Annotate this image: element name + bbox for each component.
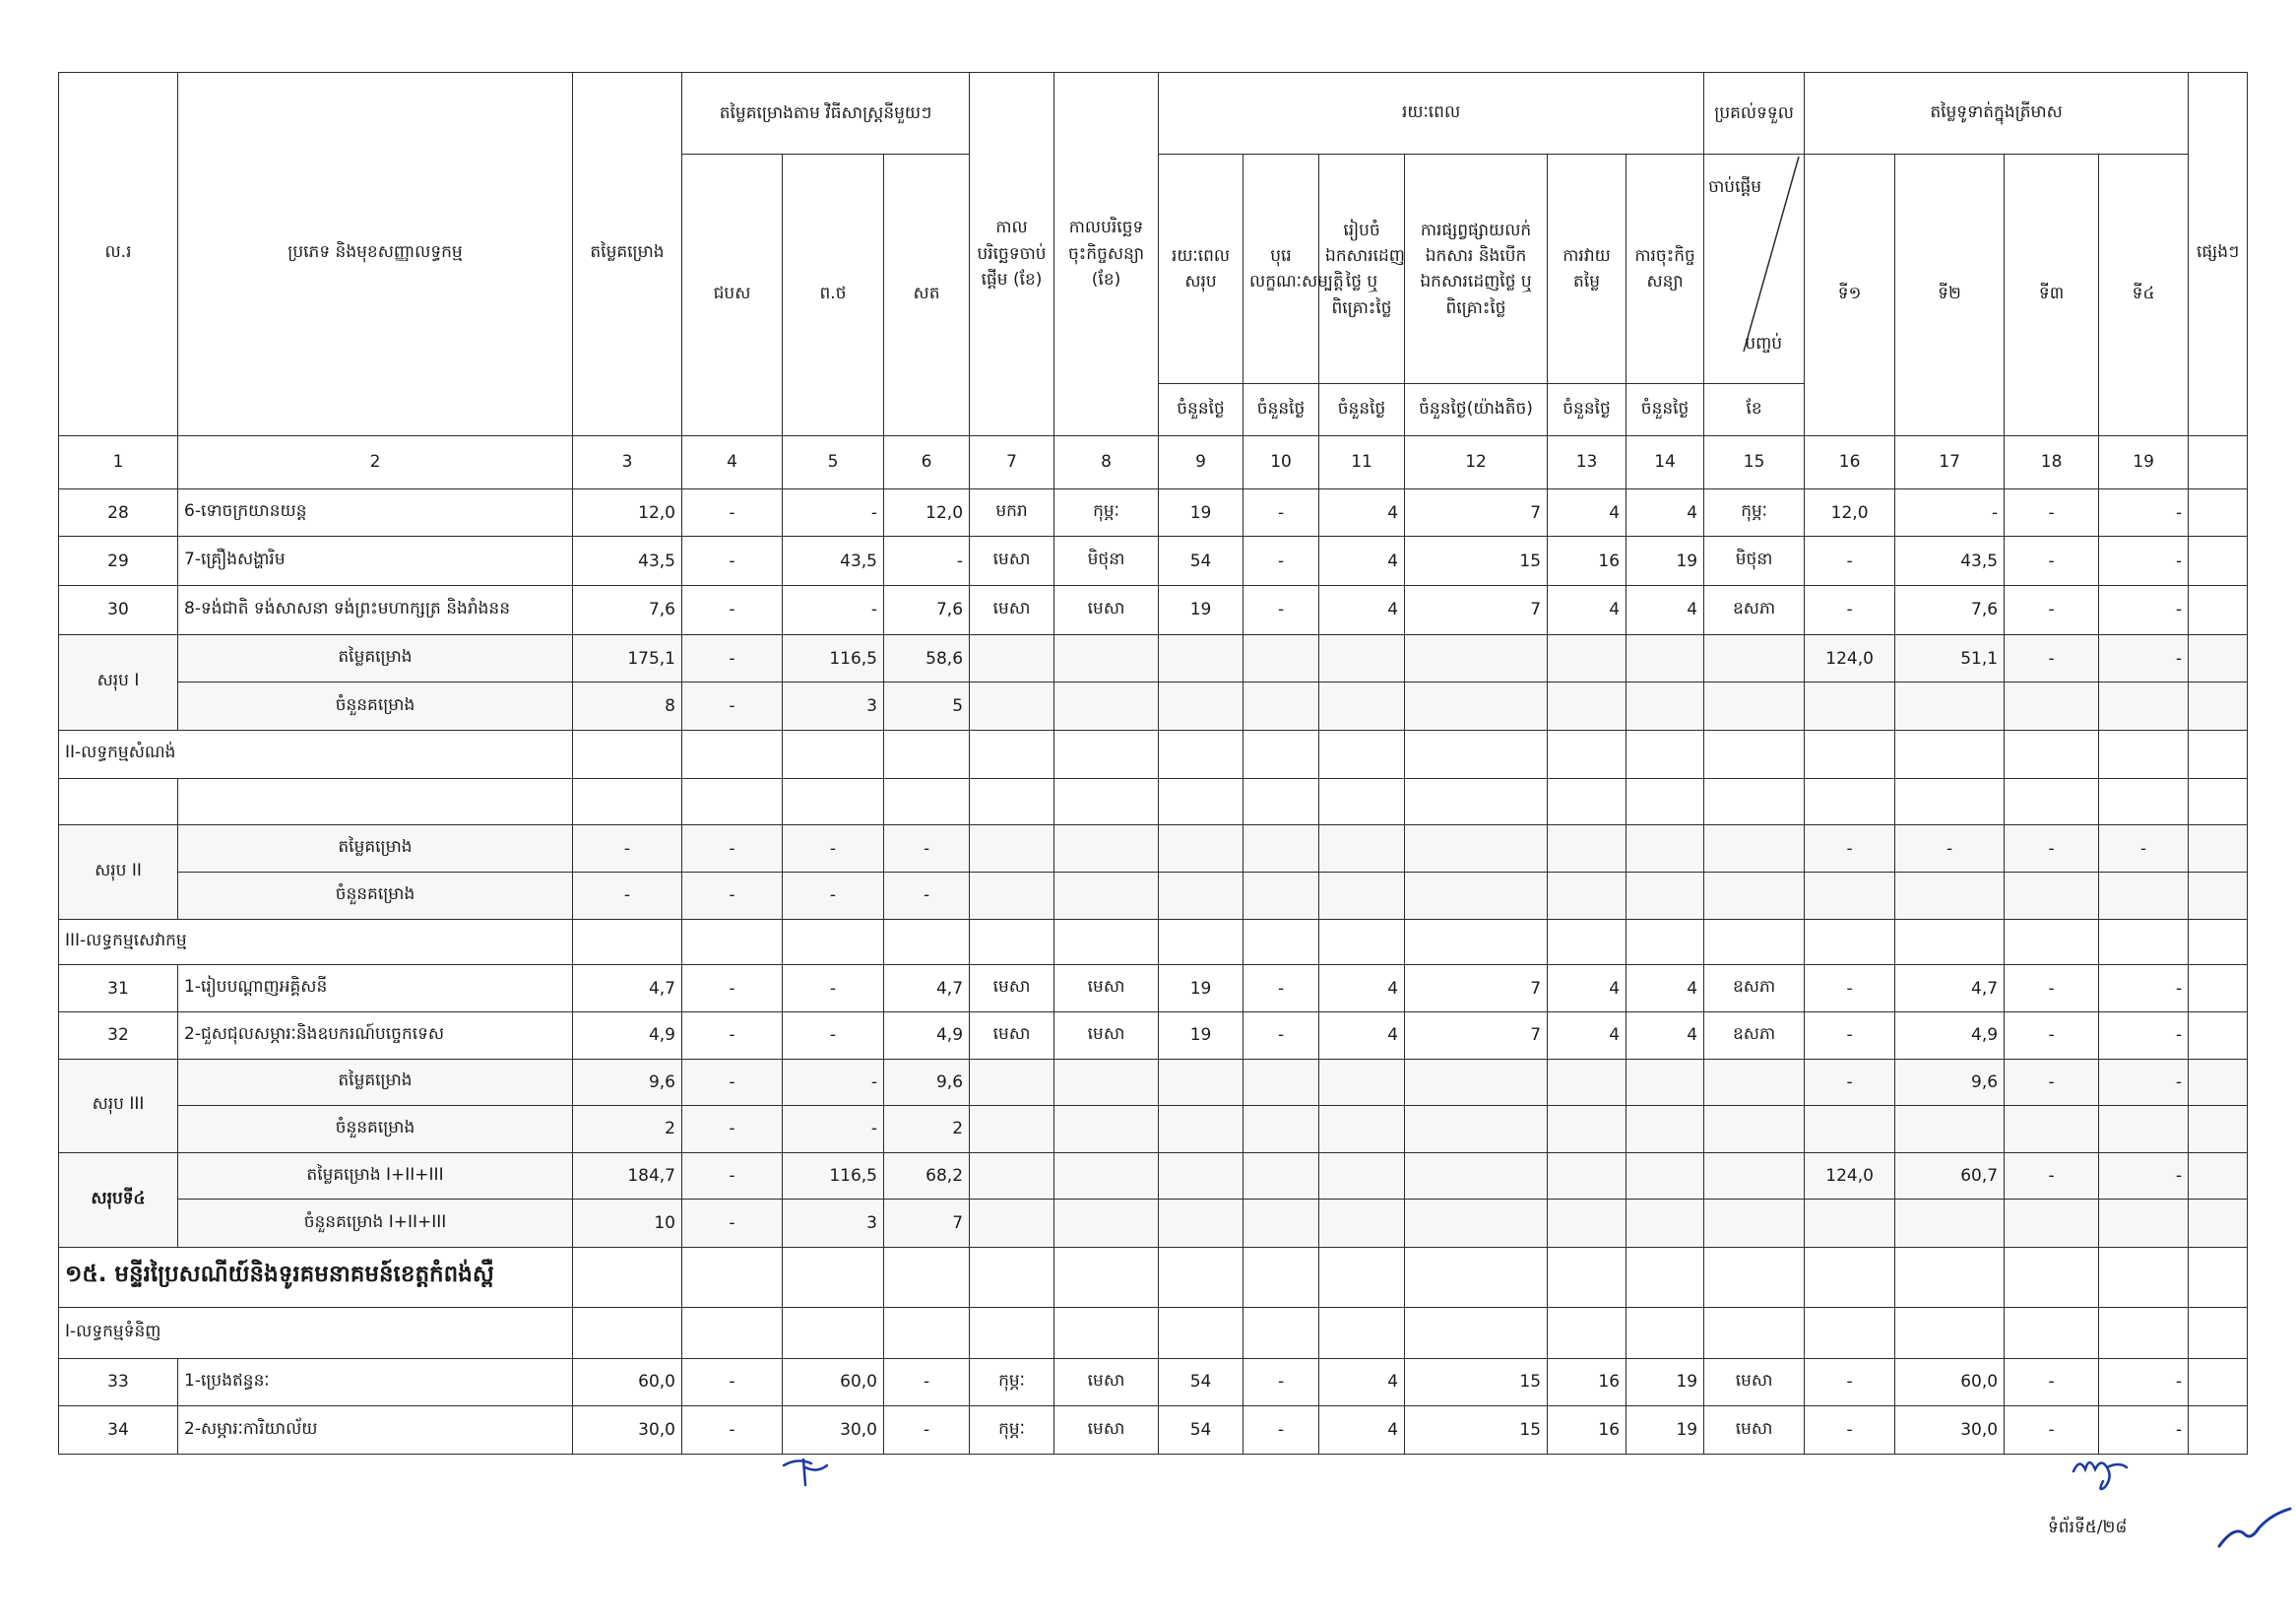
cell: -: [682, 682, 783, 731]
cell: 7: [884, 1200, 970, 1248]
col-num: 11: [1319, 435, 1405, 488]
cell: -: [682, 1406, 783, 1455]
cell: 4: [1548, 965, 1626, 1012]
project-count-label: ចំនួនគម្រោង: [178, 1106, 573, 1153]
col-num: 19: [2099, 435, 2189, 488]
cell: -: [1244, 1358, 1319, 1406]
header-src-1: ជបស: [682, 155, 783, 436]
col-num-empty: [2189, 435, 2248, 488]
total-label: សរុប II: [59, 825, 178, 919]
cell: -: [682, 1200, 783, 1248]
cell: 19: [1159, 586, 1244, 635]
header-duration: រយៈពេល: [1159, 73, 1704, 155]
cell: មេសា: [1704, 1406, 1805, 1455]
cell: 4,9: [573, 1011, 682, 1059]
header-delivery: ប្រគល់ទទួល: [1704, 73, 1805, 155]
cell: 5: [884, 682, 970, 731]
col-num: 16: [1805, 435, 1895, 488]
project-cost-label: តម្លៃគម្រោង: [178, 1059, 573, 1106]
header-prequal: បុរេលក្ខណៈសម្បត្តិ: [1244, 155, 1319, 384]
cell: -: [2005, 488, 2099, 537]
cell: -: [783, 1011, 884, 1059]
cell: -: [682, 965, 783, 1012]
cell: 15: [1405, 1406, 1548, 1455]
cell: មេសា: [1054, 965, 1159, 1012]
cell: -: [884, 1406, 970, 1455]
cell: 7,6: [573, 586, 682, 635]
cell: 30,0: [573, 1406, 682, 1455]
project-count-label: ចំនួនគម្រោង: [178, 872, 573, 919]
cell: -: [2005, 1406, 2099, 1455]
header-delivery-end: បញ្ចប់: [1745, 334, 1783, 355]
section-row: [59, 731, 2248, 779]
cell: -: [783, 488, 884, 537]
cell: -: [1895, 488, 2005, 537]
cell: -: [1805, 1059, 1895, 1106]
cell: 116,5: [783, 634, 884, 682]
cell: -: [573, 872, 682, 919]
cell: កុម្ភៈ: [970, 1358, 1054, 1406]
cell: 116,5: [783, 1152, 884, 1200]
cell: 51,1: [1895, 634, 2005, 682]
cost-all-label: តម្លៃគម្រោង I+II+III: [178, 1152, 573, 1200]
header-quarterly: តម្លៃទូទាត់ក្នុងត្រីមាស: [1805, 73, 2189, 155]
section-title: II-លទ្ធកម្មសំណង់: [59, 731, 573, 779]
cell: -: [1805, 1011, 1895, 1059]
header-q3: ទី៣: [2005, 155, 2099, 436]
subtotal-row: [59, 872, 2248, 919]
cell: 19: [1159, 488, 1244, 537]
cell: -: [2099, 965, 2189, 1012]
header-prep-docs: រៀបចំឯកសារដេញថ្លៃ ឬពិគ្រោះថ្លៃ: [1319, 155, 1405, 384]
cell: -: [1244, 488, 1319, 537]
cell: 54: [1159, 1406, 1244, 1455]
cell: -: [2005, 634, 2099, 682]
cell: 60,0: [783, 1358, 884, 1406]
cell: មេសា: [1704, 1358, 1805, 1406]
subtotal-row: [59, 1106, 2248, 1153]
cell: 19: [1159, 1011, 1244, 1059]
cell: 7,6: [1895, 586, 2005, 635]
col-num: 7: [970, 435, 1054, 488]
cell: 12,0: [1805, 488, 1895, 537]
cell: 7: [1405, 1011, 1548, 1059]
cell: 30,0: [1895, 1406, 2005, 1455]
cell: -: [1895, 825, 2005, 873]
header-start-time: កាលបរិច្ឆេទចាប់ផ្តើម (ខែ): [970, 73, 1054, 436]
cell: -: [682, 825, 783, 873]
cell: -: [1805, 1358, 1895, 1406]
subtotal-row: [59, 825, 2248, 873]
cell: 4: [1319, 586, 1405, 635]
table-row: [59, 488, 2248, 537]
cell: មេសា: [1054, 586, 1159, 635]
cell: -: [783, 872, 884, 919]
table-row: [59, 537, 2248, 586]
project-cost-label: តម្លៃគម្រោង: [178, 634, 573, 682]
column-number-row: [59, 435, 2248, 488]
cell: 4: [1319, 1011, 1405, 1059]
cell: 4,7: [1895, 965, 2005, 1012]
cell: 4: [1548, 488, 1626, 537]
header-q2: ទី២: [1895, 155, 2005, 436]
cell: 175,1: [573, 634, 682, 682]
col-num: 18: [2005, 435, 2099, 488]
cell: -: [2099, 825, 2189, 873]
cell: -: [783, 1106, 884, 1153]
cell: -: [682, 1106, 783, 1153]
cell: មេសា: [970, 586, 1054, 635]
row-number: 34: [59, 1406, 178, 1455]
cell: -: [682, 1011, 783, 1059]
cell: -: [2099, 1059, 2189, 1106]
cell: 4: [1626, 586, 1704, 635]
subtotal-row: [59, 634, 2248, 682]
page-number: ទំព័រទី៥/២៨: [2048, 1518, 2128, 1537]
cell: 16: [1548, 1406, 1626, 1455]
col-num: 15: [1704, 435, 1805, 488]
total-label: សរុប I: [59, 634, 178, 730]
cell: មេសា: [1054, 1358, 1159, 1406]
cell: កុម្ភៈ: [970, 1406, 1054, 1455]
cell: -: [1805, 537, 1895, 586]
cell: 4: [1626, 488, 1704, 537]
cell: 43,5: [573, 537, 682, 586]
cell: 9,6: [573, 1059, 682, 1106]
item-description: 2-ជួសជុលសម្ភារៈនិងឧបករណ៍បច្ចេកទេស: [178, 1011, 573, 1059]
unit-days: ចំនួនថ្ងៃ: [1319, 384, 1405, 436]
cell: មេសា: [970, 1011, 1054, 1059]
cell: -: [783, 825, 884, 873]
header-project-cost: តម្លៃគម្រោង: [573, 73, 682, 436]
subtotal-row: [59, 1059, 2248, 1106]
cell: -: [1244, 1406, 1319, 1455]
col-num: 9: [1159, 435, 1244, 488]
delivery-diagonal-cell: [1704, 155, 1804, 383]
cell: 19: [1159, 965, 1244, 1012]
col-num: 1: [59, 435, 178, 488]
header-src-2: ព.ថ: [783, 155, 884, 436]
cell: -: [2099, 1011, 2189, 1059]
header-cost-by-source: តម្លៃគម្រោងតាម វិធីសាស្រ្តនីមួយៗ: [682, 73, 970, 155]
cell: 54: [1159, 1358, 1244, 1406]
col-num: 5: [783, 435, 884, 488]
cell: 4,7: [573, 965, 682, 1012]
cell: 10: [573, 1200, 682, 1248]
cell: 7: [1405, 965, 1548, 1012]
cell: កុម្ភៈ: [1704, 488, 1805, 537]
cell: 19: [1626, 1406, 1704, 1455]
cell: -: [2099, 586, 2189, 635]
project-count-label: ចំនួនគម្រោង: [178, 682, 573, 731]
cell: មេសា: [1054, 1011, 1159, 1059]
cell: -: [783, 586, 884, 635]
cell: 4: [1319, 1406, 1405, 1455]
cell: 4: [1319, 965, 1405, 1012]
header-other: ផ្សេងៗ: [2189, 73, 2248, 436]
cell: 124,0: [1805, 634, 1895, 682]
section-row: [59, 919, 2248, 965]
row-number: 31: [59, 965, 178, 1012]
cell: 7: [1405, 586, 1548, 635]
cell: -: [2005, 965, 2099, 1012]
cell: 7: [1405, 488, 1548, 537]
cell: -: [682, 1152, 783, 1200]
row-number: 30: [59, 586, 178, 635]
header-evaluation: ការវាយតម្លៃ: [1548, 155, 1626, 384]
grand-total-row: [59, 1152, 2248, 1200]
unit-days: ចំនួនថ្ងៃ: [1159, 384, 1244, 436]
cell: 4,7: [884, 965, 970, 1012]
header-type-subject: ប្រភេទ និងមុខសញ្ញាលទ្ធកម្ម: [178, 73, 573, 436]
cell: -: [2099, 634, 2189, 682]
col-num: 12: [1405, 435, 1548, 488]
pen-mark: [2215, 1505, 2294, 1554]
cell: 30,0: [783, 1406, 884, 1455]
section-row: [59, 1307, 2248, 1358]
cell: -: [682, 488, 783, 537]
header-no: ល.រ: [59, 73, 178, 436]
col-num: 3: [573, 435, 682, 488]
col-num: 17: [1895, 435, 2005, 488]
empty-row: [59, 778, 2248, 825]
cell: 9,6: [1895, 1059, 2005, 1106]
unit-days: ចំនួនថ្ងៃ: [1244, 384, 1319, 436]
row-number: 28: [59, 488, 178, 537]
cell: 16: [1548, 537, 1626, 586]
cell: -: [682, 537, 783, 586]
cell: 4,9: [1895, 1011, 2005, 1059]
table-row: [59, 1011, 2248, 1059]
cell: 4: [1319, 537, 1405, 586]
cell: 8: [573, 682, 682, 731]
col-num: 13: [1548, 435, 1626, 488]
cell: 54: [1159, 537, 1244, 586]
cell: -: [2005, 825, 2099, 873]
cell: -: [2005, 1358, 2099, 1406]
cell: -: [783, 1059, 884, 1106]
initial-signature-right: [2068, 1448, 2137, 1497]
cell: 19: [1626, 1358, 1704, 1406]
header-contract-sign: ការចុះកិច្ចសន្យា: [1626, 155, 1704, 384]
col-num: 14: [1626, 435, 1704, 488]
cell: ឧសភា: [1704, 965, 1805, 1012]
cell: -: [2099, 1358, 2189, 1406]
cell: -: [682, 1358, 783, 1406]
cell: 124,0: [1805, 1152, 1895, 1200]
unit-days: ចំនួនថ្ងៃ: [1548, 384, 1626, 436]
item-description: 1-រៀបបណ្តាញអគ្គិសនី: [178, 965, 573, 1012]
cell: -: [682, 1059, 783, 1106]
cell: 60,7: [1895, 1152, 2005, 1200]
cell: 12,0: [884, 488, 970, 537]
cell: 4: [1548, 586, 1626, 635]
header-total-duration: រយៈពេលសរុប: [1159, 155, 1244, 384]
cell: -: [2099, 1406, 2189, 1455]
cell: -: [2099, 537, 2189, 586]
cell: -: [884, 825, 970, 873]
unit-days-min: ចំនួនថ្ងៃ(យ៉ាងតិច): [1405, 384, 1548, 436]
cell: មេសា: [1054, 1406, 1159, 1455]
cell: 58,6: [884, 634, 970, 682]
section-title: III-លទ្ធកម្មសេវាកម្ម: [59, 919, 573, 965]
grand-total-row: [59, 1200, 2248, 1248]
initial-signature-left: [778, 1456, 837, 1495]
cell: 7,6: [884, 586, 970, 635]
section-title: I-លទ្ធកម្មទំនិញ: [59, 1307, 573, 1358]
cell: 12,0: [573, 488, 682, 537]
col-num: 6: [884, 435, 970, 488]
cell: -: [682, 872, 783, 919]
cell: មិថុនា: [1054, 537, 1159, 586]
cell: -: [2005, 1152, 2099, 1200]
cell: 68,2: [884, 1152, 970, 1200]
cell: -: [1805, 1406, 1895, 1455]
table-row: [59, 586, 2248, 635]
item-description: 6-ទោចក្រយានយន្ត: [178, 488, 573, 537]
cell: -: [2005, 586, 2099, 635]
procurement-plan-table: [58, 72, 2248, 1455]
row-number: 33: [59, 1358, 178, 1406]
cell: -: [2099, 488, 2189, 537]
item-description: 7-គ្រឿងសង្ហារិម: [178, 537, 573, 586]
cell: -: [884, 537, 970, 586]
cell: 43,5: [1895, 537, 2005, 586]
cell: -: [573, 825, 682, 873]
cell: 2: [884, 1106, 970, 1153]
cell: មេសា: [970, 965, 1054, 1012]
department-title: ១៥. មន្ទីរប្រៃសណីយ៍និងទូរគមនាគមន៍ខេត្តកំពង់ស្ពឺ: [59, 1248, 573, 1308]
cell: 4,9: [884, 1011, 970, 1059]
cell: 43,5: [783, 537, 884, 586]
department-row: [59, 1248, 2248, 1308]
cell: 3: [783, 1200, 884, 1248]
unit-month: ខែ: [1704, 384, 1805, 436]
cell: -: [1244, 1011, 1319, 1059]
cell: មករា: [970, 488, 1054, 537]
cell: ឧសភា: [1704, 586, 1805, 635]
table-row: [59, 965, 2248, 1012]
col-num: 8: [1054, 435, 1159, 488]
cell: 15: [1405, 1358, 1548, 1406]
cell: 15: [1405, 537, 1548, 586]
header-advertise: ការផ្សព្វផ្សាយលក់ឯកសារ និងបើកឯកសារដេញថ្លៃ ឬពិគ្រោះថ្លៃ: [1405, 155, 1548, 384]
cell: 4: [1626, 965, 1704, 1012]
unit-days: ចំនួនថ្ងៃ: [1626, 384, 1704, 436]
item-description: 8-ទង់ជាតិ ទង់សាសនា ទង់ព្រះមហាក្សត្រ និងរាំងនន: [178, 586, 573, 635]
header-q1: ទី១: [1805, 155, 1895, 436]
cell: -: [2099, 1152, 2189, 1200]
cell: 9,6: [884, 1059, 970, 1106]
cell: 3: [783, 682, 884, 731]
item-description: 2-សម្ភារៈការិយាល័យ: [178, 1406, 573, 1455]
cell: -: [1805, 586, 1895, 635]
header-src-3: សត: [884, 155, 970, 436]
cell: -: [2005, 1059, 2099, 1106]
cell: -: [2005, 1011, 2099, 1059]
col-num: 4: [682, 435, 783, 488]
row-number: 32: [59, 1011, 178, 1059]
row-number: 29: [59, 537, 178, 586]
total-label: សរុប III: [59, 1059, 178, 1152]
cell: 60,0: [573, 1358, 682, 1406]
cell: -: [2005, 537, 2099, 586]
cell: ឧសភា: [1704, 1011, 1805, 1059]
cell: -: [884, 1358, 970, 1406]
table-row: [59, 1358, 2248, 1406]
cell: មេសា: [970, 537, 1054, 586]
cell: -: [1244, 965, 1319, 1012]
cell: -: [1244, 586, 1319, 635]
subtotal-row: [59, 682, 2248, 731]
cell: 184,7: [573, 1152, 682, 1200]
cell: -: [682, 634, 783, 682]
cell: 4: [1319, 1358, 1405, 1406]
cell: -: [1805, 965, 1895, 1012]
header-contract-date: កាលបរិច្ឆេទចុះកិច្ចសន្យា (ខែ): [1054, 73, 1159, 436]
col-num: 2: [178, 435, 573, 488]
cell: 19: [1626, 537, 1704, 586]
cell: -: [783, 965, 884, 1012]
table-row: [59, 1406, 2248, 1455]
cell: 4: [1626, 1011, 1704, 1059]
col-num: 10: [1244, 435, 1319, 488]
cell: កុម្ភៈ: [1054, 488, 1159, 537]
cell: 4: [1319, 488, 1405, 537]
grand-total-label: សរុបទី៤: [59, 1152, 178, 1247]
cell: 2: [573, 1106, 682, 1153]
header-q4: ទី៤: [2099, 155, 2189, 436]
header-delivery-start: ចាប់ផ្តើម: [1708, 177, 1762, 198]
cell: 4: [1548, 1011, 1626, 1059]
project-cost-label: តម្លៃគម្រោង: [178, 825, 573, 873]
cell: 60,0: [1895, 1358, 2005, 1406]
cell: -: [1805, 825, 1895, 873]
cell: -: [884, 872, 970, 919]
item-description: 1-ប្រេងឥន្ធនៈ: [178, 1358, 573, 1406]
cell: -: [682, 586, 783, 635]
cell: -: [1244, 537, 1319, 586]
cell: មិថុនា: [1704, 537, 1805, 586]
count-all-label: ចំនួនគម្រោង I+II+III: [178, 1200, 573, 1248]
cell: 16: [1548, 1358, 1626, 1406]
